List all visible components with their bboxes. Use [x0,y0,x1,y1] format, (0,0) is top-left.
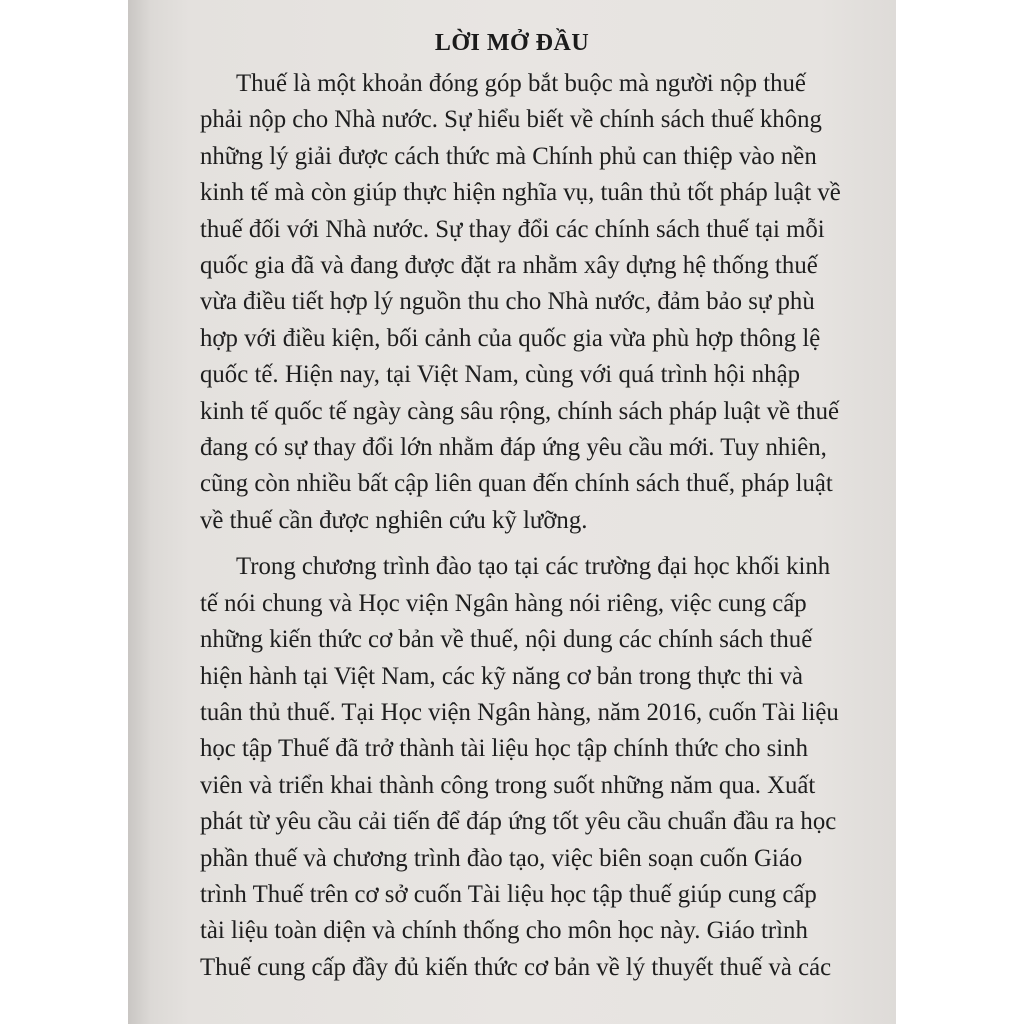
text-line: phát từ yêu cầu cải tiến để đáp ứng tốt yêu cầu chuẩn đầu ra học [200,808,837,836]
text-line: hiện hành tại Việt Nam, các kỹ năng cơ bản trong thực thi và [200,662,804,690]
right-margin [896,0,1024,1024]
text-line: phải nộp cho Nhà nước. Sự hiểu biết về chính sách thuế không [200,106,822,134]
text-line: cũng còn nhiều bất cập liên quan đến chính sách thuế, pháp luật [200,470,833,498]
text-line: Trong chương trình đào tạo tại các trường đại học khối kinh [236,553,831,581]
paragraph-1 [200,66,841,539]
text-line: những lý giải được cách thức mà Chính phủ can thiệp vào nền [200,142,817,170]
paragraph-2 [200,549,839,986]
text-line: trình Thuế trên cơ sở cuốn Tài liệu học tập thuế giúp cung cấp [200,880,817,908]
text-line: thuế đối với Nhà nước. Sự thay đổi các chính sách thuế tại mỗi [200,215,825,243]
text-line: vừa điều tiết hợp lý nguồn thu cho Nhà nước, đảm bảo sự phù [200,288,815,316]
text-line: kinh tế mà còn giúp thực hiện nghĩa vụ, tuân thủ tốt pháp luật về [200,179,841,207]
text-line: Thuế là một khoản đóng góp bắt buộc mà người nộp thuế [236,70,806,97]
text-line: phần thuế và chương trình đào tạo, việc biên soạn cuốn Giáo [200,844,803,872]
page-title: LỜI MỞ ĐẦU [434,30,590,56]
text-line: kinh tế quốc tế ngày càng sâu rộng, chính sách pháp luật về thuế [200,397,840,425]
text-line: những kiến thức cơ bản về thuế, nội dung các chính sách thuế [200,626,813,654]
text-line: viên và triển khai thành công trong suốt những năm qua. Xuất [200,771,816,799]
text-line: học tập Thuế đã trở thành tài liệu học tập chính thức cho sinh [200,735,808,763]
text-line: về thuế cần được nghiên cứu kỹ lưỡng. [200,506,588,534]
text-line: quốc tế. Hiện nay, tại Việt Nam, cùng với quá trình hội nhập [200,361,800,389]
body-text [200,66,841,986]
left-margin [0,0,128,1024]
text-line: đang có sự thay đổi lớn nhằm đáp ứng yêu cầu mới. Tuy nhiên, [200,434,827,462]
text-line: Thuế cung cấp đầy đủ kiến thức cơ bản về lý thuyết thuế và các [200,953,832,981]
text-line: tế nói chung và Học viện Ngân hàng nói riêng, việc cung cấp [200,589,807,617]
text-line: tài liệu toàn diện và chính thống cho môn học này. Giáo trình [200,917,808,945]
text-line: quốc gia đã và đang được đặt ra nhằm xây dựng hệ thống thuế [200,252,818,280]
text-line: tuân thủ thuế. Tại Học viện Ngân hàng, năm 2016, cuốn Tài liệu [200,698,839,726]
book-page [128,0,896,1024]
text-line: hợp với điều kiện, bối cảnh của quốc gia vừa phù hợp thông lệ [200,324,821,352]
